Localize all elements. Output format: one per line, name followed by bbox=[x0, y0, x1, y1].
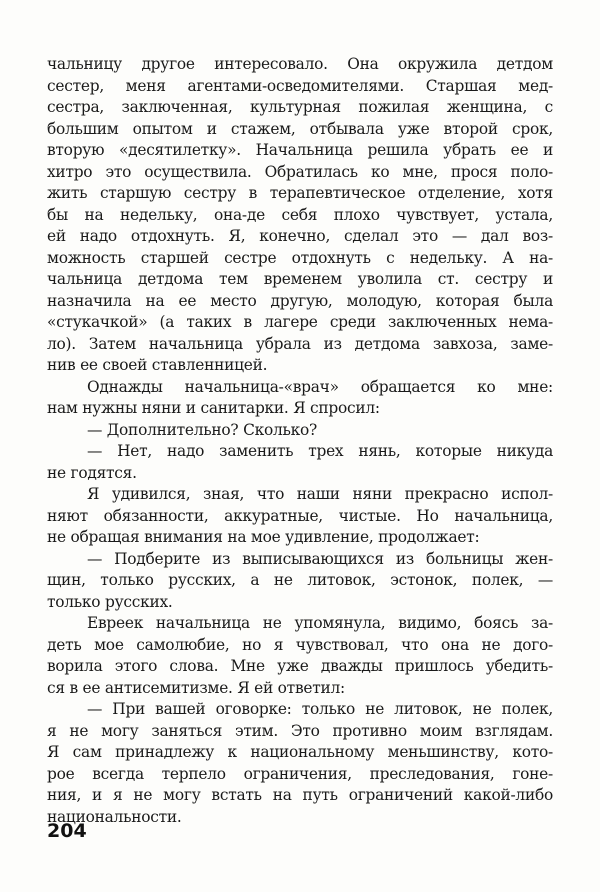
text-line: только русских. bbox=[47, 592, 173, 611]
text-line: щин, только русских, а не литовок, эстонок, полек, — bbox=[47, 571, 553, 589]
text-line: жить старшую сестру в терапевтическое отделение, хотя bbox=[47, 184, 553, 202]
text-line: национальности. bbox=[47, 807, 182, 826]
text-line: Однажды начальница-«врач» обращается ко мне: bbox=[87, 377, 553, 396]
text-line: можность старшей сестре отдохнуть с недельку. А на- bbox=[47, 248, 553, 267]
text-line: не годятся. bbox=[47, 463, 137, 482]
text-line: — При вашей оговорке: только не литовок, не полек, bbox=[87, 700, 553, 718]
text-line: — Подберите из выписывающихся из больницы жен- bbox=[87, 549, 553, 568]
page-number: 204 bbox=[47, 820, 87, 842]
text-line: ей надо отдохнуть. Я, конечно, сделал это — дал воз- bbox=[47, 227, 553, 245]
text-line: ния, и я не могу встать на путь ограничений какой-либо bbox=[47, 786, 553, 804]
body-text bbox=[47, 54, 553, 828]
text-line: чальница детдома тем временем уволила ст. сестру и bbox=[47, 270, 553, 288]
text-line: большим опытом и стажем, отбывала уже второй срок, bbox=[47, 119, 553, 138]
text-line: Евреек начальница не упомянула, видимо, боясь за- bbox=[87, 614, 553, 632]
text-line: деть мое самолюбие, но я чувствовал, что она не дого- bbox=[47, 635, 553, 654]
text-line: ло). Затем начальница убрала из детдома завхоза, заме- bbox=[47, 334, 553, 353]
text-line: Я сам принадлежу к национальному меньшинству, кото- bbox=[47, 743, 553, 761]
text-line: я не могу заняться этим. Это противно моим взглядам. bbox=[47, 721, 553, 740]
text-line: чальницу другое интересовало. Она окружила детдом bbox=[47, 55, 553, 73]
text-line: сестра, заключенная, культурная пожилая женщина, с bbox=[47, 98, 553, 116]
text-line: нам нужны няни и санитарки. Я спросил: bbox=[47, 399, 380, 417]
text-line: хитро это осуществила. Обратилась ко мне, прося поло- bbox=[47, 162, 553, 181]
text-line: сестер, меня агентами-осведомителями. Старшая мед- bbox=[47, 76, 553, 95]
text-line: ворила этого слова. Мне уже дважды пришлось убедить- bbox=[47, 657, 553, 675]
text-line: не обращая внимания на мое удивление, продолжает: bbox=[47, 528, 480, 546]
text-line: няют обязанности, аккуратные, чистые. Но начальница, bbox=[47, 506, 553, 525]
text-line: нив ее своей ставленницей. bbox=[47, 356, 268, 374]
text-line: — Дополнительно? Сколько? bbox=[87, 420, 318, 439]
text-line: — Нет, надо заменить трех нянь, которые никуда bbox=[87, 442, 553, 460]
text-line: назначила на ее место другую, молодую, которая была bbox=[47, 291, 553, 310]
text-line: бы на недельку, она-де себя плохо чувствует, устала, bbox=[47, 205, 553, 224]
text-line: рое всегда терпело ограничения, преследования, гоне- bbox=[47, 764, 553, 783]
text-line: Я удивился, зная, что наши няни прекрасно испол- bbox=[87, 485, 553, 503]
text-line: ся в ее антисемитизме. Я ей ответил: bbox=[47, 678, 345, 697]
text-line: «стукачкой» (а таких в лагере среди заключенных нема- bbox=[47, 313, 553, 331]
text-line: вторую «десятилетку». Начальница решила убрать ее и bbox=[47, 141, 553, 159]
